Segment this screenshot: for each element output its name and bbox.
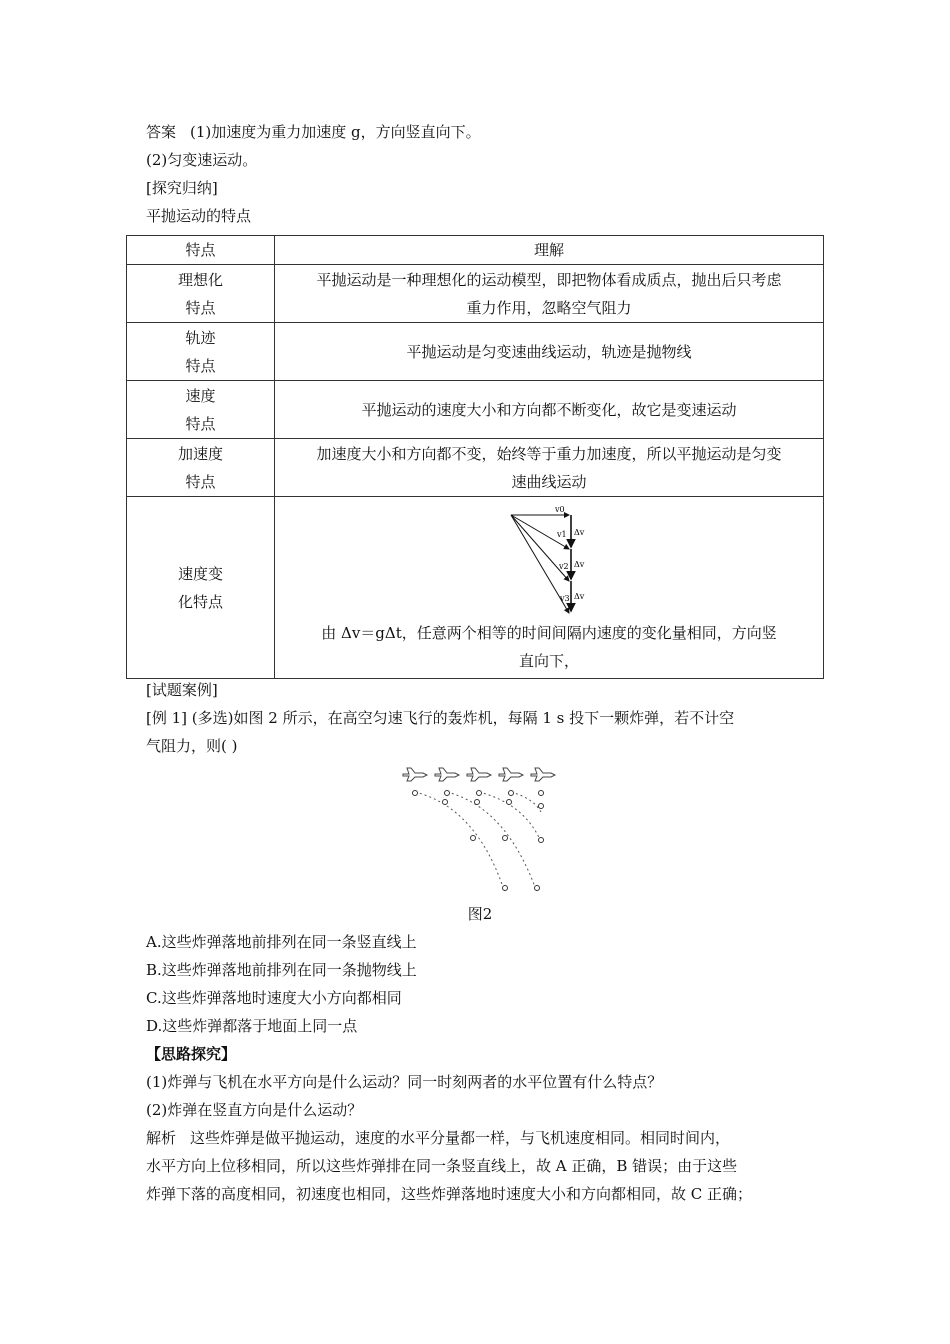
option-c: C.这些炸弹落地时速度大小方向都相同 xyxy=(146,989,402,1007)
bomb xyxy=(503,836,508,841)
plane-icon xyxy=(467,768,491,781)
thinking-title: 【思路探究】 xyxy=(146,1045,237,1063)
bomber-figure xyxy=(395,762,565,894)
bomb xyxy=(535,886,540,891)
v0-label: v0 xyxy=(555,504,565,514)
table-header-row xyxy=(127,236,824,265)
header-understanding: 理解 xyxy=(275,236,824,265)
analysis-line-2: 水平方向上位移相同，所以这些炸弹排在同一条竖直线上，故 A 正确，B 错误；由于这些 xyxy=(146,1157,738,1175)
figure-caption: 图2 xyxy=(467,905,493,923)
table-row xyxy=(127,265,824,323)
v1-label: v1 xyxy=(557,529,567,539)
plane-icon xyxy=(403,768,427,781)
option-d: D.这些炸弹都落于地面上同一点 xyxy=(146,1017,358,1035)
understanding-cell xyxy=(275,497,824,679)
example-line-1: [例 1] (多选)如图 2 所示，在高空匀速飞行的轰炸机，每隔 1 s 投下一颗炸弹，若不计空 xyxy=(146,709,735,727)
dv-label-3: Δv xyxy=(574,591,585,601)
answer-label: 答案 xyxy=(146,123,177,141)
velocity-change-text: 由 Δv＝gΔt，任意两个相等的时间间隔内速度的变化量相同，方向竖 直向下， xyxy=(321,623,777,670)
section-cases: [试题案例] xyxy=(146,681,218,699)
trajectory-2 xyxy=(447,792,535,887)
option-a: A.这些炸弹落地前排列在同一条竖直线上 xyxy=(146,933,417,951)
table-row xyxy=(127,381,824,439)
v2-label: v2 xyxy=(559,561,569,571)
feature-cell: 轨迹 特点 xyxy=(127,323,275,381)
bomb xyxy=(413,791,418,796)
v3-label: v3 xyxy=(560,593,570,603)
feature-cell: 加速度 特点 xyxy=(127,439,275,497)
analysis-line-3: 炸弹下落的高度相同，初速度也相同，这些炸弹落地时速度大小和方向都相同，故 C 正确； xyxy=(146,1185,753,1203)
feature-cell: 理想化 特点 xyxy=(127,265,275,323)
feature-cell: 速度 特点 xyxy=(127,381,275,439)
thinking-question-1: (1)炸弹与飞机在水平方向是什么运动？同一时刻两者的水平位置有什么特点？ xyxy=(146,1073,663,1091)
section-title: 平抛运动的特点 xyxy=(146,207,252,225)
table-row xyxy=(127,439,824,497)
analysis-label: 解析 xyxy=(146,1129,177,1147)
table-row xyxy=(127,323,824,381)
understanding-cell: 平抛运动是一种理想化的运动模型，即把物体看成质点，抛出后只考虑 重力作用，忽略空气阻力 xyxy=(275,265,824,323)
answer-line-1 xyxy=(146,121,481,143)
bomb xyxy=(445,791,450,796)
understanding-cell: 平抛运动的速度大小和方向都不断变化，故它是变速运动 xyxy=(275,381,824,439)
bomb xyxy=(443,800,448,805)
velocity-change-diagram xyxy=(499,505,599,617)
bomb xyxy=(477,791,482,796)
bomb xyxy=(509,791,514,796)
answer-part-1: (1)加速度为重力加速度 g，方向竖直向下。 xyxy=(190,123,481,141)
characteristics-table xyxy=(126,235,824,679)
section-induction: [探究归纳] xyxy=(146,179,218,197)
bomb xyxy=(539,791,544,796)
plane-icon xyxy=(499,768,523,781)
v2-vector xyxy=(511,515,569,581)
thinking-question-2: (2)炸弹在竖直方向是什么运动？ xyxy=(146,1101,363,1119)
option-b: B.这些炸弹落地前排列在同一条抛物线上 xyxy=(146,961,417,979)
bomb xyxy=(471,836,476,841)
example-line-2: 气阻力，则( ) xyxy=(146,737,238,755)
understanding-cell: 加速度大小和方向都不变，始终等于重力加速度，所以平抛运动是匀变 速曲线运动 xyxy=(275,439,824,497)
table-row xyxy=(127,497,824,679)
plane-icon xyxy=(531,768,555,781)
dv-label-1: Δv xyxy=(574,527,585,537)
answer-line-2: (2)匀变速运动。 xyxy=(146,151,258,169)
bomb xyxy=(507,800,512,805)
dv-label-2: Δv xyxy=(574,559,585,569)
bomb xyxy=(539,804,544,809)
feature-cell: 速度变 化特点 xyxy=(127,497,275,679)
plane-icon xyxy=(435,768,459,781)
analysis-line-1: 解析 这些炸弹是做平抛运动，速度的水平分量都一样，与飞机速度相同。相同时间内， xyxy=(146,1129,731,1147)
bomb xyxy=(475,800,480,805)
understanding-cell: 平抛运动是匀变速曲线运动，轨迹是抛物线 xyxy=(275,323,824,381)
bomb xyxy=(503,886,508,891)
header-feature: 特点 xyxy=(127,236,275,265)
bomb xyxy=(539,838,544,843)
trajectory-1 xyxy=(415,792,503,887)
